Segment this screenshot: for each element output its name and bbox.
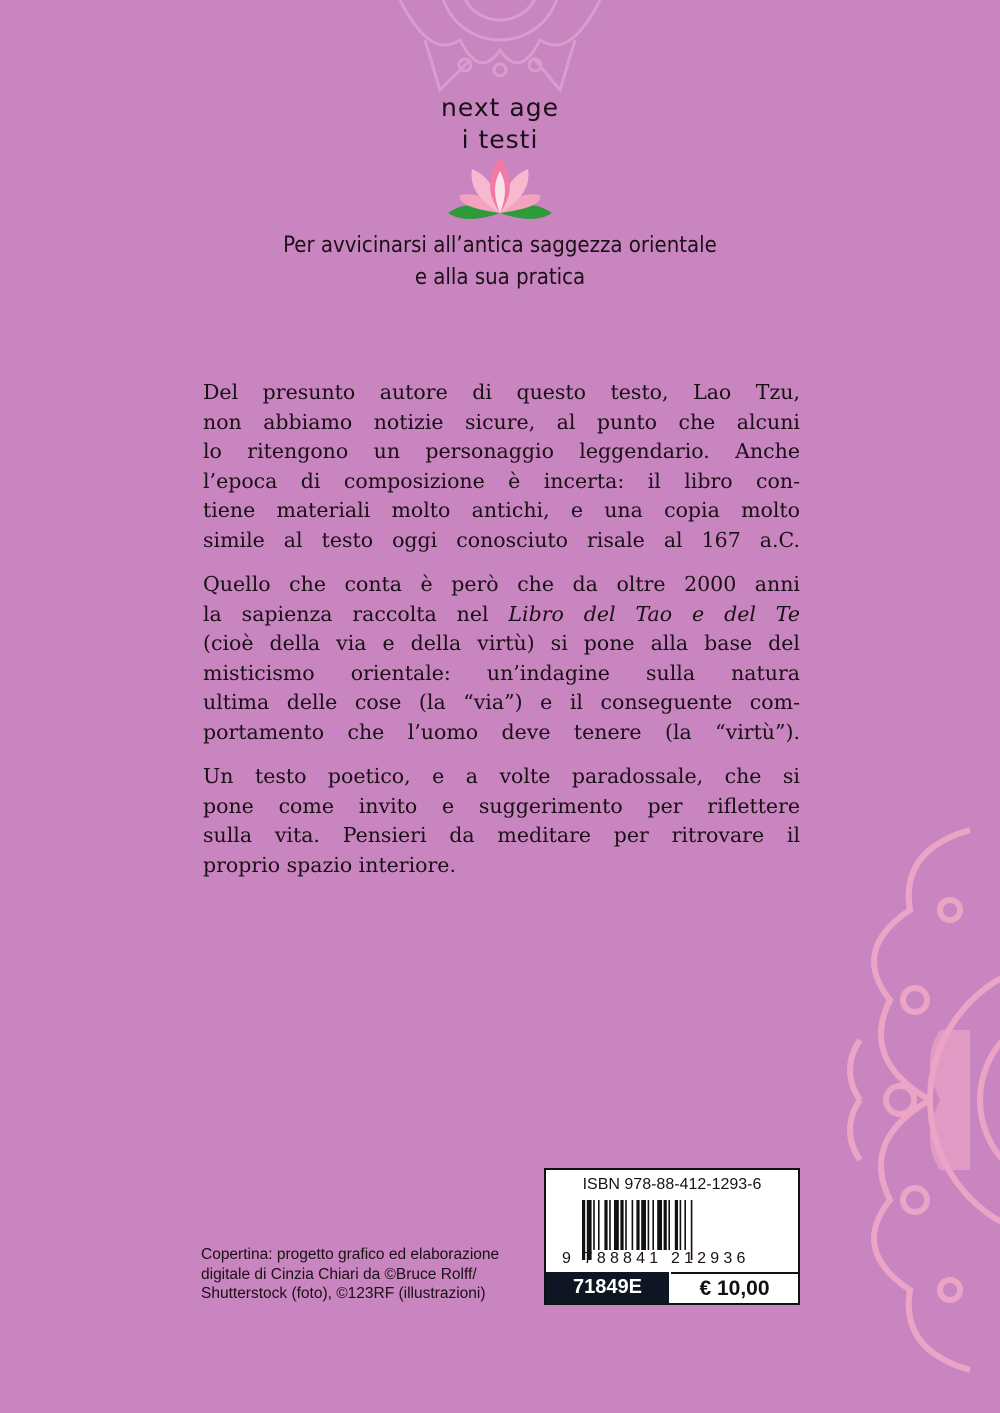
tagline [0, 230, 1000, 294]
blurb-paragraph [203, 570, 800, 747]
tagline-line: Per avvicinarsi all’antica saggezza orientale [283, 233, 717, 258]
barcode-bar [684, 1200, 686, 1250]
ean-number: 9 788841 212936 [562, 1250, 750, 1267]
text-line: l’epoca di composizione è incerta: il libro con- [203, 468, 800, 493]
tagline-line: e alla sua pratica [414, 265, 586, 290]
barcode-bar [632, 1200, 634, 1250]
barcode-label [544, 1168, 800, 1305]
text-line: portamento che l’uomo deve tenere (la “virtù”). [203, 719, 800, 744]
barcode-bar [648, 1200, 650, 1250]
side-mandala-decoration [840, 800, 1000, 1400]
credit-line: digitale di Cinzia Chiari da ©Bruce Rolff/ [201, 1265, 477, 1283]
text-line: simile al testo oggi conosciuto risale al 167 a.C. [203, 527, 800, 552]
text-line: non abbiamo notizie sicure, al punto che alcuni [203, 409, 800, 434]
isbn-text: ISBN 978-88-412-1293-6 [582, 1176, 762, 1193]
blurb-paragraph [203, 378, 800, 555]
credit-line: Copertina: progetto grafico ed elaborazione [201, 1246, 500, 1263]
series-name: next age [441, 93, 559, 122]
text-line: tiene materiali molto antichi, e una copia molto [203, 498, 800, 522]
barcode-bar [625, 1200, 627, 1250]
text-line: proprio spazio interiore. [203, 852, 456, 877]
price: € 10,00 [671, 1272, 798, 1303]
series-subtitle: i testi [461, 125, 539, 154]
text-line: Un testo poetico, e a volte paradossale, che si [203, 764, 800, 788]
barcode-bar [614, 1200, 619, 1250]
barcode-bar [652, 1200, 654, 1250]
text-line: lo ritengono un personaggio leggendario. Anche [203, 439, 800, 463]
barcode-bar [609, 1200, 611, 1250]
barcode-bar [668, 1200, 670, 1250]
barcode-bar [641, 1200, 646, 1250]
lotus-icon [446, 155, 554, 227]
barcode-bar [636, 1200, 639, 1250]
barcode-bar [593, 1200, 595, 1250]
book-title: Libro del Tao e del Te [508, 601, 800, 626]
barcode-bar [657, 1200, 662, 1250]
text-fragment: la sapienza raccolta nel [203, 601, 509, 626]
barcode-bar [598, 1200, 600, 1250]
text-line: (cioè della via e della virtù) si pone alla base del [203, 631, 800, 655]
text-line [203, 600, 800, 630]
text-line: Del presunto autore di questo testo, Lao Tzu, [203, 380, 800, 404]
barcode-bar [604, 1200, 607, 1250]
product-code: 71849E [546, 1272, 669, 1303]
barcode-bar [680, 1200, 682, 1250]
barcode-bar [664, 1200, 667, 1250]
barcode-bar [620, 1200, 623, 1250]
cover-credits [201, 1245, 499, 1304]
credit-line: Shutterstock (foto), ©123RF (illustrazioni) [201, 1285, 486, 1302]
text-line: Quello che conta è però che da oltre 2000 anni [203, 572, 800, 596]
top-mandala-decoration [380, 0, 620, 100]
blurb-paragraph [203, 762, 800, 880]
text-line: misticismo orientale: un’indagine sulla natura [203, 660, 800, 685]
text-line: sulla vita. Pensieri da meditare per ritrovare il [203, 823, 800, 847]
barcode-bar [675, 1200, 678, 1250]
text-line: ultima delle cose (la “via”) e il conseguente com- [203, 690, 800, 714]
blurb [203, 378, 800, 895]
text-line: pone come invito e suggerimento per riflettere [203, 793, 800, 818]
series-logo [0, 92, 1000, 156]
